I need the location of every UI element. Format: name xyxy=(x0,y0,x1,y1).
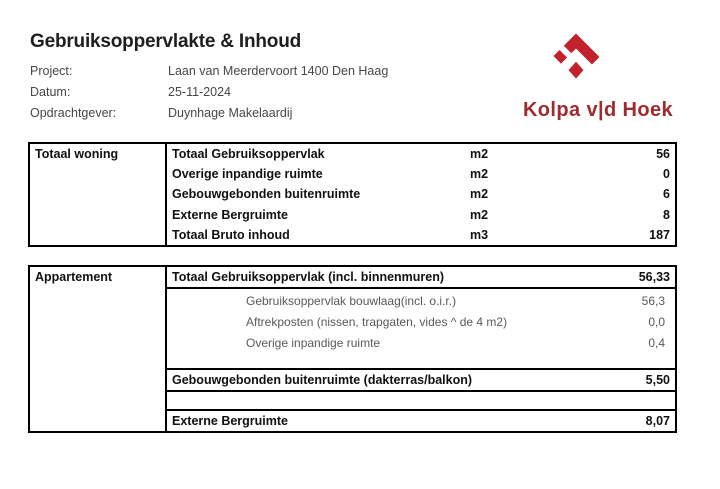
row-value: 8 xyxy=(663,207,670,222)
row-label: Externe Bergruimte xyxy=(172,207,289,222)
meta-row-date xyxy=(30,81,388,102)
empty-spacer-row xyxy=(167,392,675,410)
table-row-externe-bergruimte xyxy=(167,409,675,431)
row-label: Totaal Bruto inhoud xyxy=(172,227,290,242)
table-totaal-woning-body xyxy=(167,144,675,245)
client-value: Duynhage Makelaardij xyxy=(168,105,293,120)
table-row xyxy=(167,225,675,245)
table-row xyxy=(167,184,675,204)
client-label: Opdrachtgever: xyxy=(30,105,117,120)
kolpa-logo-house-chevron-diamond-icon xyxy=(545,32,607,82)
table-row xyxy=(167,144,675,164)
row-unit: m2 xyxy=(470,167,489,182)
row-label: Totaal Gebruiksoppervlak xyxy=(172,147,325,162)
row-value: 56 xyxy=(656,147,670,162)
group-label-appartement: Appartement xyxy=(30,267,167,431)
table-row-total-gebruiksoppervlak xyxy=(167,267,675,289)
row-label: Totaal Gebruiksoppervlak (incl. binnenmuren) xyxy=(172,269,445,284)
project-meta xyxy=(30,60,388,123)
meta-row-client xyxy=(30,102,388,123)
row-value: 6 xyxy=(663,187,670,202)
row-value: 0,4 xyxy=(648,336,665,351)
row-value: 56,3 xyxy=(641,294,665,309)
date-label: Datum: xyxy=(30,84,71,99)
row-label: Externe Bergruimte xyxy=(172,414,289,429)
sub-rows-area xyxy=(167,289,675,368)
table-row xyxy=(167,205,675,225)
row-value: 5,50 xyxy=(645,372,670,387)
table-row xyxy=(167,333,675,354)
page-title: Gebruiksoppervlakte & Inhoud xyxy=(30,31,302,52)
row-value: 56,33 xyxy=(638,269,670,284)
meta-row-project xyxy=(30,60,388,81)
project-label: Project: xyxy=(30,63,73,78)
kolpa-logo-wordmark: Kolpa v|d Hoek xyxy=(522,99,674,121)
row-unit: m3 xyxy=(470,227,489,242)
row-label: Gebouwgebonden buitenruimte xyxy=(172,187,361,202)
row-value: 0 xyxy=(663,167,670,182)
row-label: Gebruiksoppervlak bouwlaag(incl. o.i.r.) xyxy=(246,294,457,309)
table-appartement xyxy=(28,265,677,433)
row-unit: m2 xyxy=(470,147,489,162)
table-row xyxy=(167,291,675,312)
row-label: Overige inpandige ruimte xyxy=(246,336,381,351)
row-unit: m2 xyxy=(470,207,489,222)
table-row-gebouwgebonden-buitenruimte xyxy=(167,368,675,392)
row-label: Gebouwgebonden buitenruimte (dakterras/balkon) xyxy=(172,372,473,387)
table-row xyxy=(167,164,675,184)
row-label: Overige inpandige ruimte xyxy=(172,167,323,182)
row-unit: m2 xyxy=(470,187,489,202)
row-value: 0,0 xyxy=(648,315,665,330)
row-value: 8,07 xyxy=(645,414,670,429)
date-value: 25-11-2024 xyxy=(168,84,232,99)
table-row xyxy=(167,312,675,333)
group-label-totaal-woning: Totaal woning xyxy=(30,144,167,245)
project-value: Laan van Meerdervoort 1400 Den Haag xyxy=(168,63,389,78)
row-value: 187 xyxy=(649,227,670,242)
table-totaal-woning xyxy=(28,142,677,247)
table-appartement-body xyxy=(167,267,675,431)
row-label: Aftrekposten (nissen, trapgaten, vides ^ de 4 m2) xyxy=(246,315,508,330)
